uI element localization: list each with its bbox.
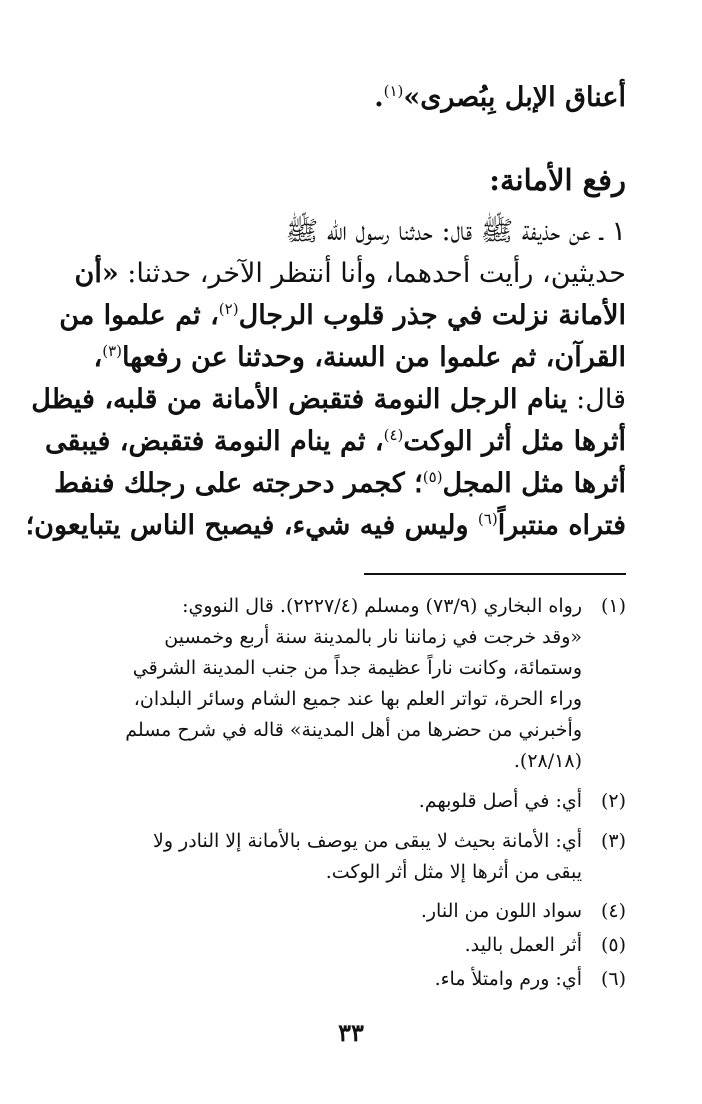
footnote-number: (٣)	[600, 830, 626, 852]
footnote-1-line-6: (٢٨/١٨).	[513, 750, 582, 772]
page-number: ٣٣	[338, 1018, 364, 1047]
footnote-4	[76, 896, 626, 927]
section-heading: رفع الأمانة:	[489, 163, 626, 197]
footnote-text: أي: ورم وامتلأ ماء.	[434, 968, 582, 990]
footnote-3	[76, 826, 626, 857]
footnote-6	[76, 964, 626, 995]
footnote-ref: (٢)	[218, 300, 239, 318]
footnote-number: (١)	[600, 595, 626, 617]
footnote-separator	[364, 573, 626, 575]
footnote-ref: (٤)	[383, 426, 404, 444]
narration-text: قال:	[567, 384, 626, 415]
footnote-1-line-5: وأخبرني من حضرها من أهل المدينة» قاله في شرح مسلم	[125, 719, 582, 741]
hadith-text: «أن	[74, 258, 119, 289]
body-line-7	[54, 464, 626, 504]
footnote-1	[76, 591, 626, 622]
footnote-text: سواد اللون من النار.	[420, 900, 582, 922]
footnote-3-line-2: يبقى من أثرها إلا مثل أثر الوكت.	[325, 861, 582, 883]
footnote-ref: (٣)	[102, 342, 123, 360]
footnote-5	[76, 930, 626, 961]
body-line-4	[76, 338, 626, 378]
footnote-number: (٤)	[600, 900, 626, 922]
hadith-text: ينام الرجل النومة فتقبض الأمانة من قلبه، فيظل	[31, 384, 568, 415]
narration-text: حديثين، رأيت أحدهما، وأنا أنتظر الآخر، حدثنا:	[118, 258, 626, 289]
footnote-text: أي: الأمانة بحيث لا يبقى من يوصف بالأمانة إلا النادر ولا	[152, 830, 582, 852]
footnote-1-line-4: وراء الحرة، تواتر العلم بها عند جميع الشام وسائر البلدان،	[133, 688, 582, 710]
footnote-ref: (٥)	[422, 468, 443, 486]
body-line-1: ١ ـ عن حذيفة ﷺ قال: حدثنا رسول الله ﷺ	[285, 216, 626, 247]
hadith-text: القرآن، ثم علموا من السنة، وحدثنا عن رفعها	[122, 342, 626, 373]
hadith-text: أثرها مثل المجل	[442, 468, 626, 499]
footnote-2	[76, 786, 626, 817]
footnote-number: (٦)	[600, 968, 626, 990]
body-line-6	[45, 422, 626, 462]
footnote-ref: (١)	[383, 82, 404, 100]
hadith-text: فتراه منتبراً	[497, 510, 626, 541]
body-line-8	[25, 506, 626, 546]
hadith-text: ؛ كجمر دحرجته على رجلك فنفط	[54, 468, 423, 499]
hadith-text: وليس فيه شيء، فيصبح الناس يتبايعون؛	[25, 510, 478, 541]
continuation-line	[76, 78, 626, 118]
footnote-1-line-3: وستمائة، وكانت ناراً عظيمة جداً من جنب المدينة الشرقي	[132, 657, 582, 679]
footnote-number: (٢)	[600, 790, 626, 812]
continuation-text: أعناق الإبل بِبُصرى»	[403, 82, 626, 113]
continuation-end: .	[374, 82, 384, 113]
footnote-text: رواه البخاري (٧٣/٩) ومسلم (٢٢٢٧/٤). قال النووي:	[182, 595, 582, 617]
hadith-text: ، ثم علموا من	[59, 300, 219, 331]
hadith-text: ، ثم ينام النومة فتقبض، فيبقى	[45, 426, 384, 457]
hadith-text: ،	[93, 342, 103, 373]
hadith-text: الأمانة نزلت في جذر قلوب الرجال	[238, 300, 626, 331]
footnote-1-line-2: «وقد خرجت في زماننا نار بالمدينة سنة أربع وخمسين	[164, 626, 582, 648]
body-line-2	[76, 254, 626, 294]
body-line-5	[31, 380, 626, 420]
footnote-text: أي: في أصل قلوبهم.	[418, 790, 582, 812]
footnote-ref: (٦)	[477, 510, 498, 528]
footnote-number: (٥)	[600, 934, 626, 956]
hadith-text: أثرها مثل أثر الوكت	[403, 426, 626, 457]
footnote-text: أثر العمل باليد.	[464, 934, 582, 956]
body-line-3	[59, 296, 626, 336]
